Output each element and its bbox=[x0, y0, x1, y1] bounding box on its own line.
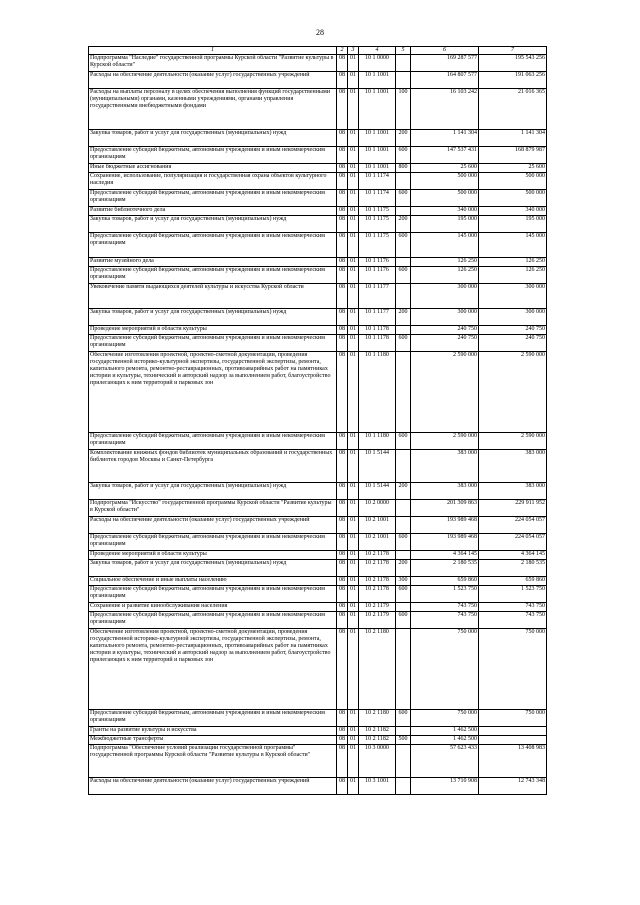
expense-type-cell: 200 bbox=[396, 216, 411, 233]
item-name-cell: Подпрограмма "Искусство" государственной программы Курской области "Развитие культуры в Курской области" bbox=[89, 500, 337, 517]
expense-type-cell: 600 bbox=[396, 233, 411, 258]
target-article-cell: 10 1 1180 bbox=[359, 352, 396, 433]
table-row bbox=[89, 190, 547, 207]
expense-type-cell bbox=[396, 778, 411, 795]
amount-year1-cell: 126 250 bbox=[411, 258, 479, 267]
amount-year1-cell: 193 989 468 bbox=[411, 534, 479, 551]
section-code-cell: 08 bbox=[337, 745, 348, 778]
table-row bbox=[89, 560, 547, 577]
expense-type-cell bbox=[396, 55, 411, 72]
subsection-code-cell: 01 bbox=[348, 534, 359, 551]
expense-type-cell: 600 bbox=[396, 710, 411, 727]
table-row bbox=[89, 603, 547, 612]
table-row bbox=[89, 72, 547, 89]
table-row bbox=[89, 778, 547, 795]
target-article-cell: 10 1 5144 bbox=[359, 483, 396, 500]
table-header-row bbox=[89, 47, 547, 55]
table-row bbox=[89, 517, 547, 534]
subsection-code-cell: 01 bbox=[348, 335, 359, 352]
target-article-cell: 10 3 0000 bbox=[359, 745, 396, 778]
expense-type-cell: 100 bbox=[396, 89, 411, 130]
table-row bbox=[89, 629, 547, 710]
item-name-cell: Предоставление субсидий бюджетным, автономным учреждениям и иным некоммерческим организациям bbox=[89, 233, 337, 258]
target-article-cell: 10 1 1177 bbox=[359, 309, 396, 326]
amount-year2-cell: 240 750 bbox=[479, 335, 547, 352]
target-article-cell: 10 1 1175 bbox=[359, 207, 396, 216]
section-code-cell: 08 bbox=[337, 433, 348, 450]
expense-type-cell bbox=[396, 500, 411, 517]
subsection-code-cell: 01 bbox=[348, 560, 359, 577]
subsection-code-cell: 01 bbox=[348, 326, 359, 335]
table-row bbox=[89, 500, 547, 517]
amount-year1-cell: 2 590 000 bbox=[411, 433, 479, 450]
subsection-code-cell: 01 bbox=[348, 89, 359, 130]
table-row bbox=[89, 335, 547, 352]
header-cell: 1 bbox=[89, 47, 337, 55]
subsection-code-cell: 01 bbox=[348, 164, 359, 173]
expense-type-cell bbox=[396, 450, 411, 483]
target-article-cell: 10 1 0000 bbox=[359, 55, 396, 72]
amount-year2-cell: 743 750 bbox=[479, 612, 547, 629]
target-article-cell: 10 2 1001 bbox=[359, 534, 396, 551]
amount-year2-cell: 21 016 365 bbox=[479, 89, 547, 130]
subsection-code-cell: 01 bbox=[348, 551, 359, 560]
item-name-cell: Предоставление субсидий бюджетным, автономным учреждениям и иным некоммерческим организациям bbox=[89, 267, 337, 284]
amount-year1-cell: 659 860 bbox=[411, 577, 479, 586]
amount-year1-cell: 750 000 bbox=[411, 629, 479, 710]
section-code-cell: 08 bbox=[337, 727, 348, 736]
amount-year1-cell: 16 103 242 bbox=[411, 89, 479, 130]
target-article-cell: 10 1 1175 bbox=[359, 216, 396, 233]
item-name-cell: Закупка товаров, работ и услуг для государственных (муниципальных) нужд bbox=[89, 560, 337, 577]
table-row bbox=[89, 326, 547, 335]
item-name-cell: Предоставление субсидий бюджетным, автономным учреждениям и иным некоммерческим организациям bbox=[89, 534, 337, 551]
amount-year2-cell: 12 743 348 bbox=[479, 778, 547, 795]
item-name-cell: Комплектование книжных фондов библиотек муниципальных образований и государственных библиотек городов Москвы и Санкт-Петербурга bbox=[89, 450, 337, 483]
item-name-cell: Развитие библиотечного дела bbox=[89, 207, 337, 216]
expense-type-cell: 500 bbox=[396, 736, 411, 745]
table-row bbox=[89, 727, 547, 736]
item-name-cell: Сохранение и развитие кинообслуживания населения bbox=[89, 603, 337, 612]
expense-type-cell bbox=[396, 72, 411, 89]
item-name-cell: Увековечение памяти выдающихся деятелей культуры и искусства Курской области bbox=[89, 284, 337, 309]
amount-year1-cell: 1 462 500 bbox=[411, 736, 479, 745]
item-name-cell: Закупка товаров, работ и услуг для государственных (муниципальных) нужд bbox=[89, 216, 337, 233]
subsection-code-cell: 01 bbox=[348, 603, 359, 612]
section-code-cell: 08 bbox=[337, 207, 348, 216]
item-name-cell: Закупка товаров, работ и услуг для государственных (муниципальных) нужд bbox=[89, 309, 337, 326]
target-article-cell: 10 1 1176 bbox=[359, 258, 396, 267]
subsection-code-cell: 01 bbox=[348, 433, 359, 450]
amount-year2-cell: 240 750 bbox=[479, 326, 547, 335]
amount-year2-cell: 1 523 750 bbox=[479, 586, 547, 603]
section-code-cell: 08 bbox=[337, 534, 348, 551]
expense-type-cell bbox=[396, 284, 411, 309]
amount-year2-cell: 229 911 952 bbox=[479, 500, 547, 517]
amount-year1-cell: 2 180 535 bbox=[411, 560, 479, 577]
section-code-cell: 08 bbox=[337, 335, 348, 352]
table-row bbox=[89, 586, 547, 603]
header-cell: 5 bbox=[396, 47, 411, 55]
table-row bbox=[89, 55, 547, 72]
section-code-cell: 08 bbox=[337, 517, 348, 534]
amount-year1-cell: 126 250 bbox=[411, 267, 479, 284]
item-name-cell: Предоставление субсидий бюджетным, автономным учреждениям и иным некоммерческим организациям bbox=[89, 190, 337, 207]
subsection-code-cell: 01 bbox=[348, 267, 359, 284]
header-cell: 3 bbox=[348, 47, 359, 55]
amount-year1-cell: 169 287 577 bbox=[411, 55, 479, 72]
item-name-cell: Расходы на обеспечение деятельности (оказание услуг) государственных учреждений bbox=[89, 517, 337, 534]
item-name-cell: Сохранение, использование, популяризация и государственная охрана объектов культурного наследия bbox=[89, 173, 337, 190]
item-name-cell: Предоставление субсидий бюджетным, автономным учреждениям и иным некоммерческим организациям bbox=[89, 612, 337, 629]
table-row bbox=[89, 207, 547, 216]
table-row bbox=[89, 710, 547, 727]
amount-year2-cell: 224 054 057 bbox=[479, 517, 547, 534]
item-name-cell: Гранты на развитие культуры и искусства bbox=[89, 727, 337, 736]
page-number: 28 bbox=[316, 28, 324, 37]
table-row bbox=[89, 483, 547, 500]
amount-year1-cell: 4 364 145 bbox=[411, 551, 479, 560]
expense-type-cell bbox=[396, 551, 411, 560]
item-name-cell: Обеспечение изготовления проектной, проектно-сметной документации, проведения государственной историко-культурной экспертизы, государственной экспертизы, ремонта, капитального ремонта, ремонтно-реставрационных, противоаварийных работ на памятниках истории и культуры, технический и авторский надзор за выполнением работ, благоустройство прилегающих к ним территорий и парковых зон bbox=[89, 629, 337, 710]
target-article-cell: 10 2 1178 bbox=[359, 560, 396, 577]
target-article-cell: 10 1 1174 bbox=[359, 190, 396, 207]
target-article-cell: 10 1 1001 bbox=[359, 72, 396, 89]
target-article-cell: 10 2 1001 bbox=[359, 517, 396, 534]
section-code-cell: 08 bbox=[337, 326, 348, 335]
table-row bbox=[89, 745, 547, 778]
expense-type-cell: 800 bbox=[396, 164, 411, 173]
table-row bbox=[89, 309, 547, 326]
target-article-cell: 10 1 1001 bbox=[359, 130, 396, 147]
item-name-cell: Предоставление субсидий бюджетным, автономным учреждениям и иным некоммерческим организациям bbox=[89, 710, 337, 727]
section-code-cell: 08 bbox=[337, 216, 348, 233]
subsection-code-cell: 01 bbox=[348, 612, 359, 629]
amount-year2-cell: 383 000 bbox=[479, 450, 547, 483]
section-code-cell: 08 bbox=[337, 89, 348, 130]
item-name-cell: Иные бюджетные ассигнования bbox=[89, 164, 337, 173]
item-name-cell: Расходы на обеспечение деятельности (оказание услуг) государственных учреждений bbox=[89, 72, 337, 89]
section-code-cell: 08 bbox=[337, 284, 348, 309]
target-article-cell: 10 2 1179 bbox=[359, 603, 396, 612]
expense-type-cell: 600 bbox=[396, 267, 411, 284]
subsection-code-cell: 01 bbox=[348, 745, 359, 778]
header-cell: 4 bbox=[359, 47, 396, 55]
target-article-cell: 10 1 1001 bbox=[359, 164, 396, 173]
subsection-code-cell: 01 bbox=[348, 309, 359, 326]
amount-year2-cell: 4 364 145 bbox=[479, 551, 547, 560]
amount-year2-cell: 500 000 bbox=[479, 173, 547, 190]
section-code-cell: 08 bbox=[337, 551, 348, 560]
section-code-cell: 08 bbox=[337, 130, 348, 147]
amount-year1-cell: 500 000 bbox=[411, 173, 479, 190]
subsection-code-cell: 01 bbox=[348, 207, 359, 216]
expense-type-cell bbox=[396, 517, 411, 534]
subsection-code-cell: 01 bbox=[348, 258, 359, 267]
subsection-code-cell: 01 bbox=[348, 629, 359, 710]
amount-year1-cell: 340 000 bbox=[411, 207, 479, 216]
amount-year1-cell: 500 000 bbox=[411, 190, 479, 207]
amount-year1-cell: 743 750 bbox=[411, 603, 479, 612]
expense-type-cell bbox=[396, 258, 411, 267]
table-row bbox=[89, 612, 547, 629]
amount-year1-cell: 1 141 304 bbox=[411, 130, 479, 147]
section-code-cell: 08 bbox=[337, 352, 348, 433]
amount-year1-cell: 240 750 bbox=[411, 326, 479, 335]
target-article-cell: 10 1 1178 bbox=[359, 326, 396, 335]
section-code-cell: 08 bbox=[337, 309, 348, 326]
target-article-cell: 10 1 1001 bbox=[359, 147, 396, 164]
amount-year1-cell: 300 000 bbox=[411, 309, 479, 326]
target-article-cell: 10 1 1174 bbox=[359, 173, 396, 190]
amount-year2-cell bbox=[479, 736, 547, 745]
subsection-code-cell: 01 bbox=[348, 778, 359, 795]
table-row bbox=[89, 164, 547, 173]
target-article-cell: 10 2 1182 bbox=[359, 736, 396, 745]
target-article-cell: 10 2 1178 bbox=[359, 586, 396, 603]
table-row bbox=[89, 284, 547, 309]
expense-type-cell: 600 bbox=[396, 147, 411, 164]
item-name-cell: Подпрограмма "Наследие" государственной программы Курской области "Развитие культуры в Курской области" bbox=[89, 55, 337, 72]
subsection-code-cell: 01 bbox=[348, 483, 359, 500]
table-row bbox=[89, 433, 547, 450]
subsection-code-cell: 01 bbox=[348, 450, 359, 483]
amount-year2-cell: 1 141 304 bbox=[479, 130, 547, 147]
amount-year2-cell: 2 590 000 bbox=[479, 352, 547, 433]
section-code-cell: 08 bbox=[337, 173, 348, 190]
amount-year2-cell: 300 000 bbox=[479, 309, 547, 326]
amount-year2-cell: 2 180 535 bbox=[479, 560, 547, 577]
amount-year1-cell: 383 000 bbox=[411, 483, 479, 500]
subsection-code-cell: 01 bbox=[348, 710, 359, 727]
target-article-cell: 10 2 0000 bbox=[359, 500, 396, 517]
section-code-cell: 08 bbox=[337, 629, 348, 710]
expense-type-cell: 600 bbox=[396, 534, 411, 551]
target-article-cell: 10 2 1180 bbox=[359, 629, 396, 710]
expense-type-cell: 200 bbox=[396, 309, 411, 326]
item-name-cell: Развитие музейного дела bbox=[89, 258, 337, 267]
section-code-cell: 08 bbox=[337, 586, 348, 603]
subsection-code-cell: 01 bbox=[348, 736, 359, 745]
amount-year2-cell: 191 063 256 bbox=[479, 72, 547, 89]
table-row bbox=[89, 216, 547, 233]
expense-type-cell bbox=[396, 207, 411, 216]
expense-type-cell: 600 bbox=[396, 586, 411, 603]
target-article-cell: 10 2 1179 bbox=[359, 612, 396, 629]
amount-year1-cell: 2 590 000 bbox=[411, 352, 479, 433]
section-code-cell: 08 bbox=[337, 710, 348, 727]
expense-type-cell bbox=[396, 727, 411, 736]
item-name-cell: Предоставление субсидий бюджетным, автономным учреждениям и иным некоммерческим организациям bbox=[89, 147, 337, 164]
table-row bbox=[89, 89, 547, 130]
amount-year1-cell: 300 000 bbox=[411, 284, 479, 309]
expense-type-cell bbox=[396, 603, 411, 612]
subsection-code-cell: 01 bbox=[348, 190, 359, 207]
section-code-cell: 08 bbox=[337, 147, 348, 164]
amount-year2-cell: 168 879 987 bbox=[479, 147, 547, 164]
expense-type-cell: 600 bbox=[396, 190, 411, 207]
subsection-code-cell: 01 bbox=[348, 173, 359, 190]
section-code-cell: 08 bbox=[337, 450, 348, 483]
subsection-code-cell: 01 bbox=[348, 727, 359, 736]
section-code-cell: 08 bbox=[337, 72, 348, 89]
item-name-cell: Социальное обеспечение и иные выплаты населению bbox=[89, 577, 337, 586]
amount-year1-cell: 57 623 433 bbox=[411, 745, 479, 778]
section-code-cell: 08 bbox=[337, 233, 348, 258]
section-code-cell: 08 bbox=[337, 190, 348, 207]
section-code-cell: 08 bbox=[337, 778, 348, 795]
item-name-cell: Предоставление субсидий бюджетным, автономным учреждениям и иным некоммерческим организациям bbox=[89, 586, 337, 603]
expense-type-cell: 600 bbox=[396, 612, 411, 629]
subsection-code-cell: 01 bbox=[348, 216, 359, 233]
subsection-code-cell: 01 bbox=[348, 130, 359, 147]
subsection-code-cell: 01 bbox=[348, 586, 359, 603]
amount-year2-cell: 224 054 057 bbox=[479, 534, 547, 551]
section-code-cell: 08 bbox=[337, 164, 348, 173]
table-row bbox=[89, 130, 547, 147]
amount-year1-cell: 164 807 577 bbox=[411, 72, 479, 89]
amount-year2-cell: 300 000 bbox=[479, 284, 547, 309]
amount-year2-cell: 340 000 bbox=[479, 207, 547, 216]
amount-year2-cell: 195 543 256 bbox=[479, 55, 547, 72]
amount-year2-cell: 145 000 bbox=[479, 233, 547, 258]
section-code-cell: 08 bbox=[337, 560, 348, 577]
target-article-cell: 10 1 5144 bbox=[359, 450, 396, 483]
table-row bbox=[89, 450, 547, 483]
amount-year2-cell: 195 000 bbox=[479, 216, 547, 233]
target-article-cell: 10 1 1180 bbox=[359, 433, 396, 450]
amount-year2-cell: 500 000 bbox=[479, 190, 547, 207]
amount-year1-cell: 240 750 bbox=[411, 335, 479, 352]
amount-year2-cell: 383 000 bbox=[479, 483, 547, 500]
expense-type-cell bbox=[396, 745, 411, 778]
header-cell: 6 bbox=[411, 47, 479, 55]
amount-year1-cell: 193 989 468 bbox=[411, 517, 479, 534]
item-name-cell: Расходы на обеспечение деятельности (оказание услуг) государственных учреждений bbox=[89, 778, 337, 795]
table-row bbox=[89, 736, 547, 745]
target-article-cell: 10 2 1178 bbox=[359, 577, 396, 586]
item-name-cell: Межбюджетные трансферты bbox=[89, 736, 337, 745]
amount-year2-cell: 126 250 bbox=[479, 267, 547, 284]
expense-type-cell: 200 bbox=[396, 560, 411, 577]
amount-year2-cell: 13 408 983 bbox=[479, 745, 547, 778]
target-article-cell: 10 1 1176 bbox=[359, 267, 396, 284]
section-code-cell: 08 bbox=[337, 736, 348, 745]
target-article-cell: 10 3 1001 bbox=[359, 778, 396, 795]
section-code-cell: 08 bbox=[337, 483, 348, 500]
item-name-cell: Предоставление субсидий бюджетным, автономным учреждениям и иным некоммерческим организациям bbox=[89, 335, 337, 352]
amount-year2-cell: 750 000 bbox=[479, 629, 547, 710]
header-cell: 2 bbox=[337, 47, 348, 55]
expense-type-cell bbox=[396, 629, 411, 710]
target-article-cell: 10 1 1001 bbox=[359, 89, 396, 130]
amount-year2-cell: 2 590 000 bbox=[479, 433, 547, 450]
amount-year1-cell: 13 710 908 bbox=[411, 778, 479, 795]
amount-year1-cell: 147 537 431 bbox=[411, 147, 479, 164]
section-code-cell: 08 bbox=[337, 55, 348, 72]
subsection-code-cell: 01 bbox=[348, 577, 359, 586]
amount-year2-cell: 126 250 bbox=[479, 258, 547, 267]
amount-year1-cell: 195 000 bbox=[411, 216, 479, 233]
item-name-cell: Обеспечение изготовления проектной, проектно-сметной документации, проведения государственной историко-культурной экспертизы, государственной экспертизы, ремонта, капитального ремонта, ремонтно-реставрационных, противоаварийных работ на памятниках истории и культуры, технический и авторский надзор за выполнением работ, благоустройство прилегающих к ним территорий и парковых зон bbox=[89, 352, 337, 433]
amount-year2-cell: 743 750 bbox=[479, 603, 547, 612]
table-row bbox=[89, 258, 547, 267]
header-cell: 7 bbox=[479, 47, 547, 55]
amount-year2-cell: 750 000 bbox=[479, 710, 547, 727]
expense-type-cell: 300 bbox=[396, 577, 411, 586]
amount-year2-cell: 25 600 bbox=[479, 164, 547, 173]
subsection-code-cell: 01 bbox=[348, 55, 359, 72]
target-article-cell: 10 1 1178 bbox=[359, 335, 396, 352]
amount-year1-cell: 383 000 bbox=[411, 450, 479, 483]
section-code-cell: 08 bbox=[337, 267, 348, 284]
expense-type-cell bbox=[396, 326, 411, 335]
item-name-cell: Закупка товаров, работ и услуг для государственных (муниципальных) нужд bbox=[89, 130, 337, 147]
target-article-cell: 10 1 1177 bbox=[359, 284, 396, 309]
expense-type-cell bbox=[396, 173, 411, 190]
amount-year1-cell: 750 000 bbox=[411, 710, 479, 727]
subsection-code-cell: 01 bbox=[348, 517, 359, 534]
amount-year2-cell: 659 860 bbox=[479, 577, 547, 586]
target-article-cell: 10 2 1178 bbox=[359, 551, 396, 560]
amount-year1-cell: 1 523 750 bbox=[411, 586, 479, 603]
subsection-code-cell: 01 bbox=[348, 284, 359, 309]
table-row bbox=[89, 173, 547, 190]
section-code-cell: 08 bbox=[337, 258, 348, 267]
subsection-code-cell: 01 bbox=[348, 500, 359, 517]
target-article-cell: 10 2 1180 bbox=[359, 710, 396, 727]
table-row bbox=[89, 233, 547, 258]
expense-type-cell: 600 bbox=[396, 335, 411, 352]
amount-year1-cell: 25 600 bbox=[411, 164, 479, 173]
expense-type-cell: 200 bbox=[396, 483, 411, 500]
budget-table bbox=[88, 46, 547, 795]
subsection-code-cell: 01 bbox=[348, 352, 359, 433]
item-name-cell: Проведение мероприятий в области культуры bbox=[89, 326, 337, 335]
subsection-code-cell: 01 bbox=[348, 147, 359, 164]
item-name-cell: Подпрограмма "Обеспечение условий реализации государственной программы" государственной программы Курской области "Развитие культуры в Курской области" bbox=[89, 745, 337, 778]
subsection-code-cell: 01 bbox=[348, 72, 359, 89]
item-name-cell: Проведение мероприятий в области культуры bbox=[89, 551, 337, 560]
section-code-cell: 08 bbox=[337, 603, 348, 612]
expense-type-cell: 600 bbox=[396, 433, 411, 450]
table-row bbox=[89, 534, 547, 551]
table-row bbox=[89, 551, 547, 560]
table-row bbox=[89, 577, 547, 586]
amount-year1-cell: 201 309 863 bbox=[411, 500, 479, 517]
section-code-cell: 08 bbox=[337, 612, 348, 629]
item-name-cell: Предоставление субсидий бюджетным, автономным учреждениям и иным некоммерческим организациям bbox=[89, 433, 337, 450]
target-article-cell: 10 1 1175 bbox=[359, 233, 396, 258]
table-row bbox=[89, 147, 547, 164]
section-code-cell: 08 bbox=[337, 500, 348, 517]
subsection-code-cell: 01 bbox=[348, 233, 359, 258]
amount-year2-cell bbox=[479, 727, 547, 736]
amount-year1-cell: 1 462 500 bbox=[411, 727, 479, 736]
amount-year1-cell: 145 000 bbox=[411, 233, 479, 258]
amount-year1-cell: 743 750 bbox=[411, 612, 479, 629]
expense-type-cell: 200 bbox=[396, 130, 411, 147]
table-row bbox=[89, 352, 547, 433]
section-code-cell: 08 bbox=[337, 577, 348, 586]
expense-type-cell bbox=[396, 352, 411, 433]
target-article-cell: 10 2 1182 bbox=[359, 727, 396, 736]
item-name-cell: Расходы на выплаты персоналу в целях обеспечения выполнения функций государственными (муниципальными) органами, казенными учреждениями, органами управления государственными внебюджетными фондами bbox=[89, 89, 337, 130]
item-name-cell: Закупка товаров, работ и услуг для государственных (муниципальных) нужд bbox=[89, 483, 337, 500]
table-row bbox=[89, 267, 547, 284]
